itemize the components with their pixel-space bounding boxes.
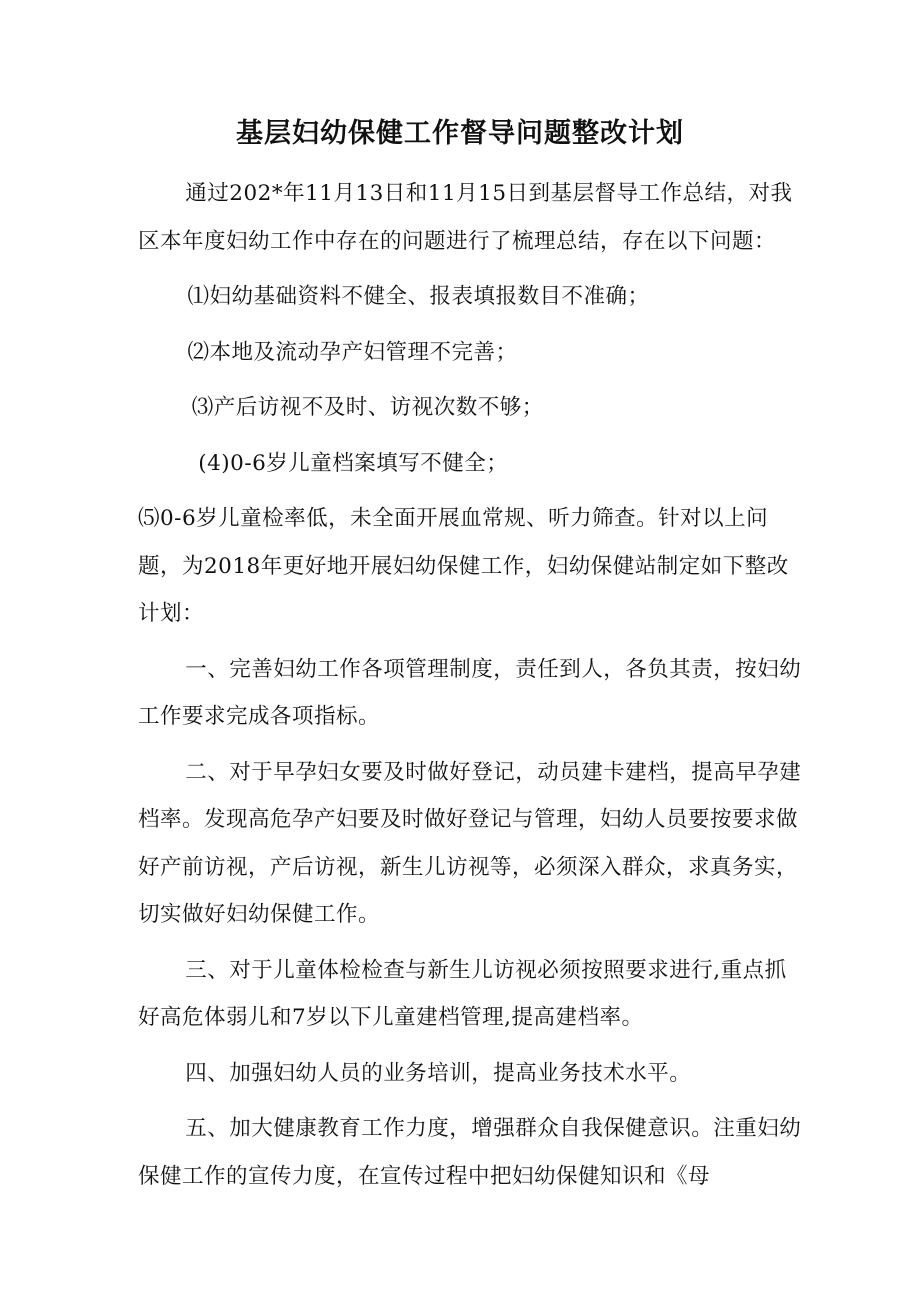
issue-item-5: ⑸0-6岁儿童检率低，未全面开展血常规、听力筛查。针对以上问题，为2018年更好地开展妇幼保健工作，妇幼保健站制定如下整改计划： (138, 506, 789, 626)
issue-item-3: ⑶产后访视不及时、访视次数不够； (191, 395, 544, 420)
plan-item-4: 四、加强妇幼人员的业务培训，提高业务技术水平。 (185, 1060, 692, 1086)
plan-item-3: 三、对于儿童体检检查与新生儿访视必须按照要求进行,重点抓好高危体弱儿和7岁以下儿童建档管理,提高建档率。 (138, 957, 787, 1030)
plan-item-5: 五、加大健康教育工作力度，增强群众自我保健意识。注重妇幼保健工作的宣传力度，在宣传过程中把妇幼保健知识和《母 (138, 1116, 802, 1189)
issue-item-4: (4)0-6岁儿童档案填写不健全； (198, 450, 509, 476)
intro-paragraph: 通过202*年11月13日和11月15日到基层督导工作总结，对我区本年度妇幼工作中存在的问题进行了梳理总结，存在以下问题： (138, 181, 793, 254)
plan-item-1: 一、完善妇幼工作各项管理制度，责任到人，各负其责，按妇幼工作要求完成各项指标。 (138, 656, 802, 729)
document-title: 基层妇幼保健工作督导问题整改计划 (236, 118, 684, 149)
issue-item-2: ⑵本地及流动孕产妇管理不完善； (187, 339, 518, 365)
plan-item-2: 二、对于早孕妇女要及时做好登记，动员建卡建档，提高早孕建档率。发现高危孕产妇要及时做好登记与管理，妇幼人员要按要求做好产前访视，产后访视，新生儿访视等，必须深入群众，求真务实，切实做好妇幼保健工作。 (138, 759, 802, 927)
document-body (138, 170, 802, 1200)
issue-item-1: ⑴妇幼基础资料不健全、报表填报数目不准确； (187, 284, 650, 309)
